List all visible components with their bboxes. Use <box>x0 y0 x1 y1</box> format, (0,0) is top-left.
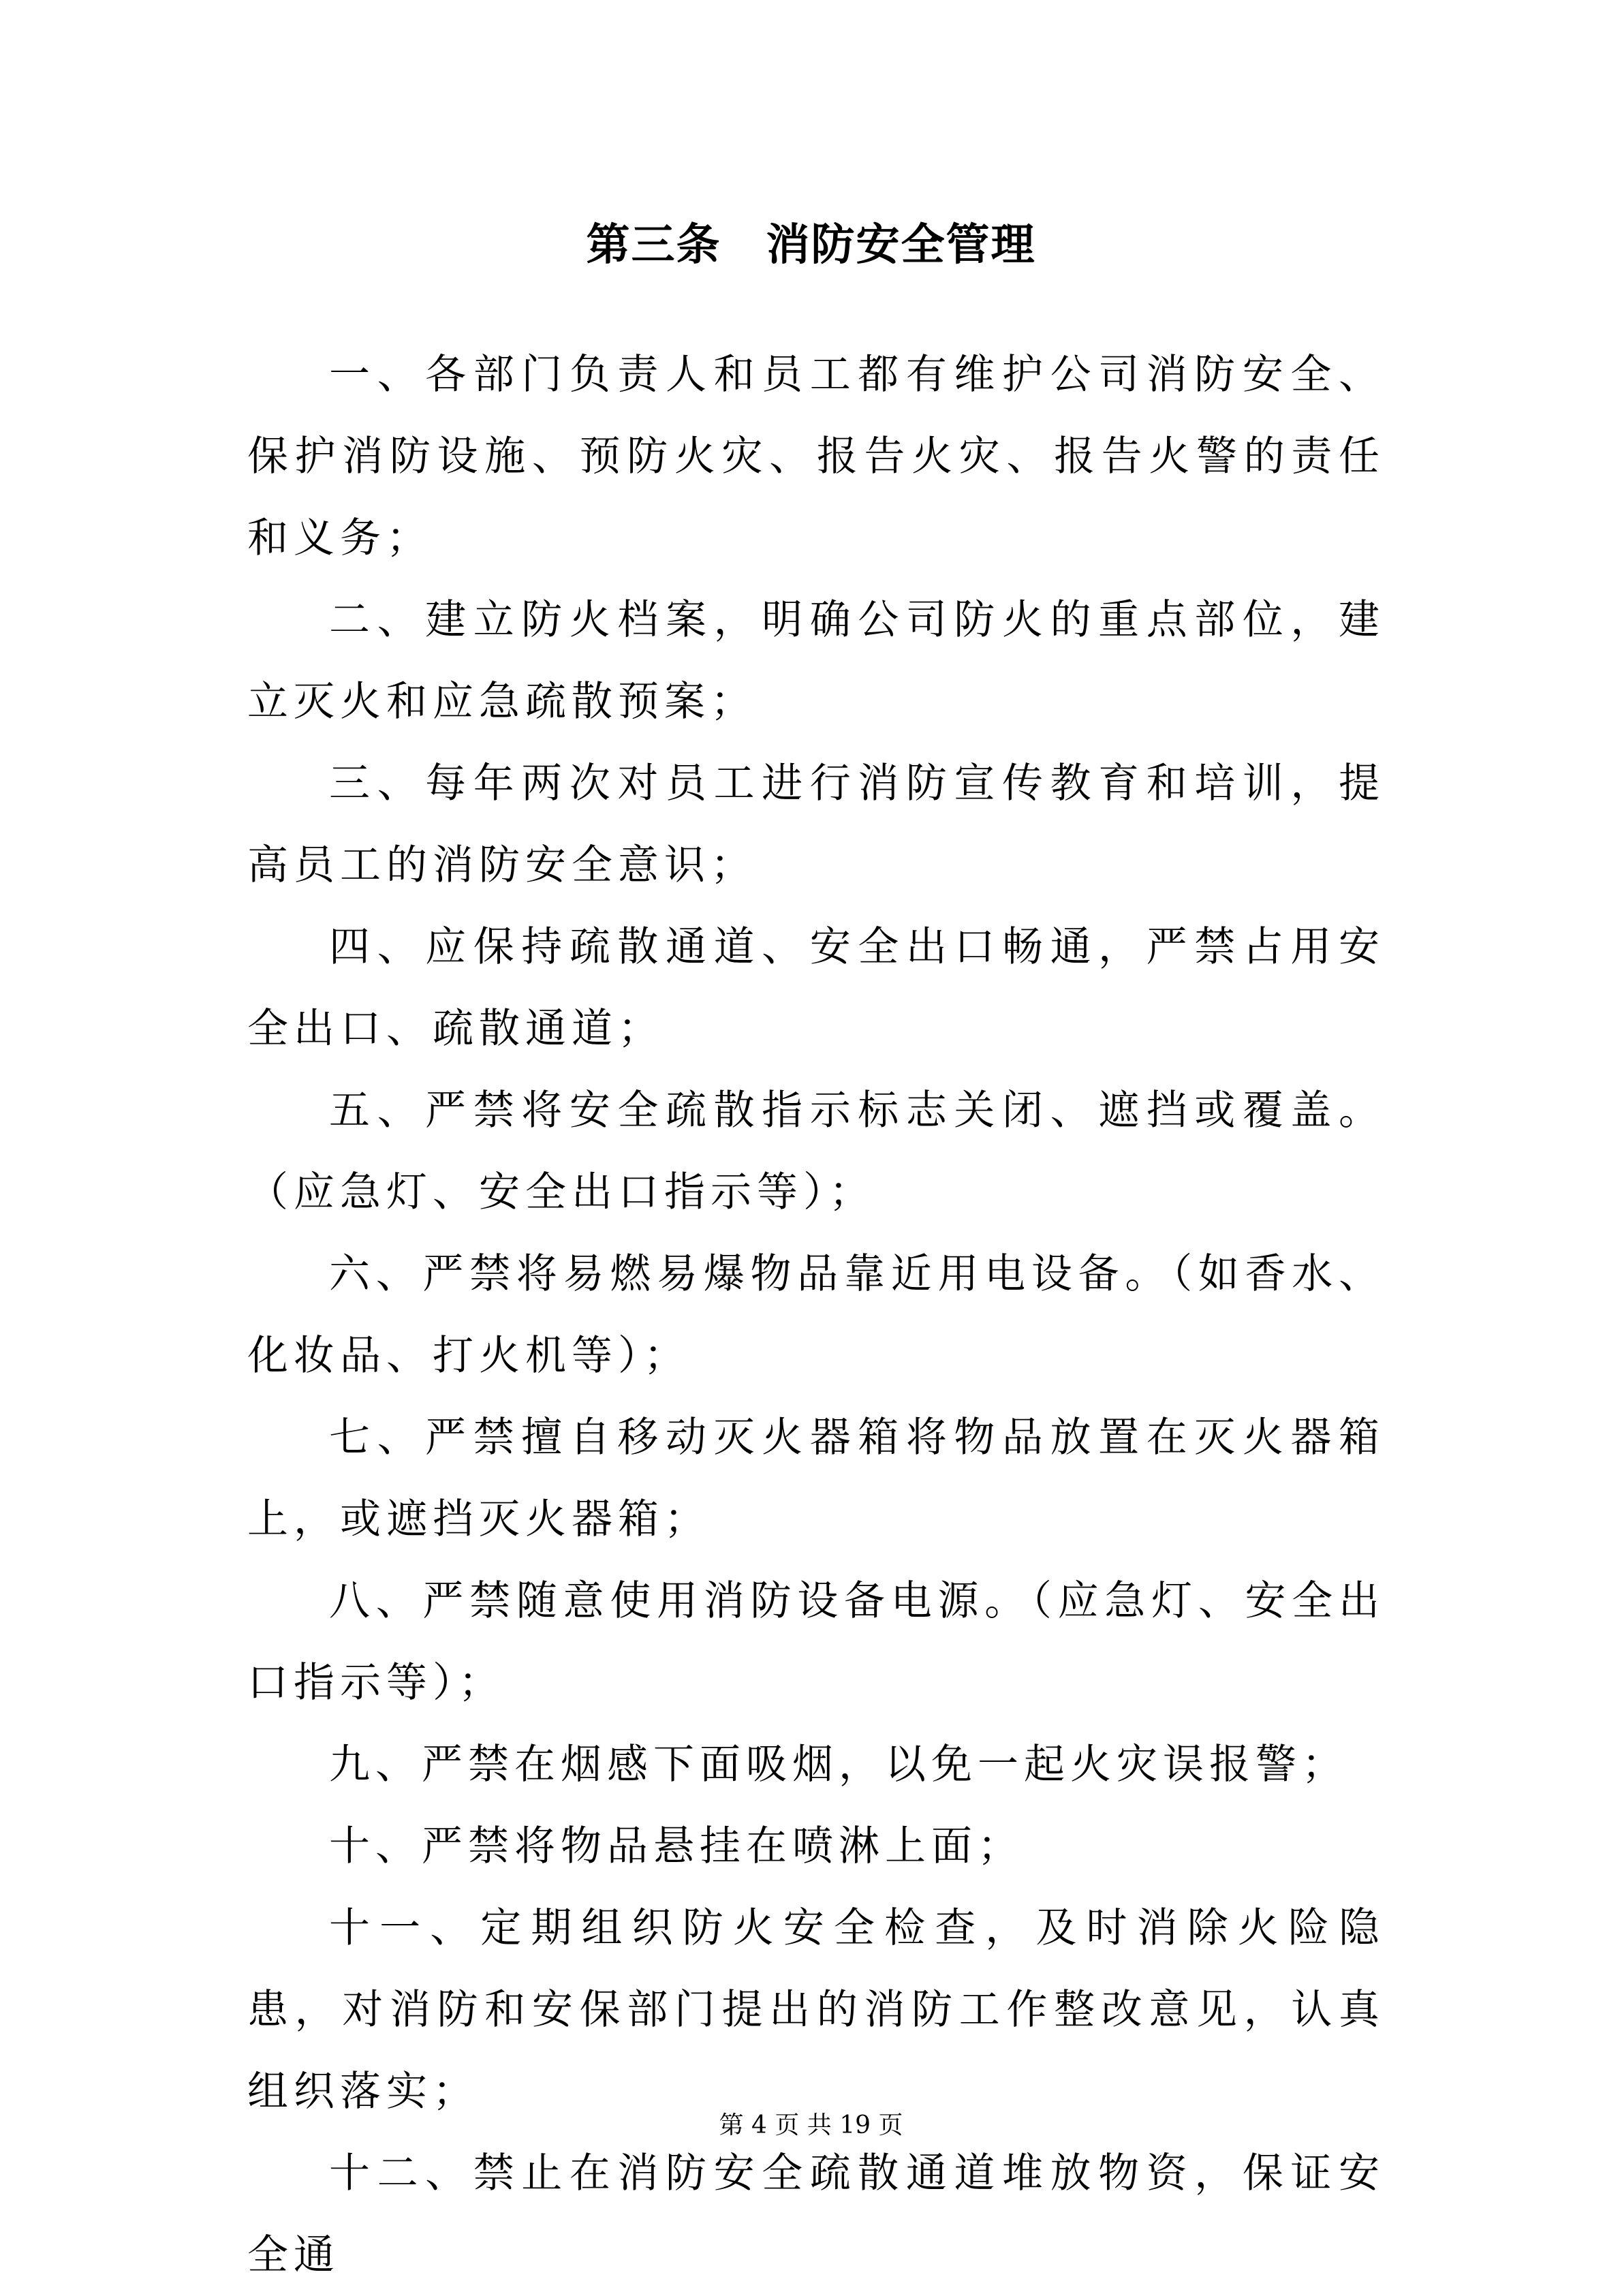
paragraph-12: 十二、禁止在消防安全疏散通道堆放物资，保证安全通 <box>247 2150 1385 2279</box>
paragraph-10: 十、严禁将物品悬挂在喷淋上面； <box>329 1822 1024 1870</box>
paragraph-11: 十一、定期组织防火安全检查，及时消除火险隐患，对消防和安保部门提出的消防工作整改意见，认真组织落实； <box>247 1904 1385 2115</box>
paragraph-5: 五、严禁将安全疏散指示标志关闭、遮挡或覆盖。（应急灯、安全出口指示等）； <box>247 1087 1385 1216</box>
paragraph-4: 四、应保持疏散通道、安全出口畅通，严禁占用安全出口、疏散通道； <box>247 923 1385 1053</box>
paragraph-7: 七、严禁擅自移动灭火器箱将物品放置在灭火器箱上，或遮挡灭火器箱； <box>247 1414 1385 1543</box>
section-title: 第三条 消防安全管理 <box>586 220 1036 270</box>
page-number-footer: 第 4 页 共 19 页 <box>719 2111 903 2139</box>
paragraph-3: 三、每年两次对员工进行消防宣传教育和培训，提高员工的消防安全意识； <box>247 760 1385 889</box>
paragraph-9: 九、严禁在烟感下面吸烟，以免一起火灾误报警； <box>329 1741 1348 1788</box>
paragraph-2: 二、建立防火档案，明确公司防火的重点部位，建立灭火和应急疏散预案； <box>247 596 1385 726</box>
paragraph-6: 六、严禁将易燃易爆物品靠近用电设备。（如香水、化妆品、打火机等）； <box>247 1250 1385 1380</box>
document-body <box>247 334 1385 2296</box>
paragraph-8: 八、严禁随意使用消防设备电源。（应急灯、安全出口指示等）； <box>247 1577 1385 1707</box>
paragraph-1: 一、各部门负责人和员工都有维护公司消防安全、保护消防设施、预防火灾、报告火灾、报告火警的责任和义务； <box>247 351 1385 562</box>
